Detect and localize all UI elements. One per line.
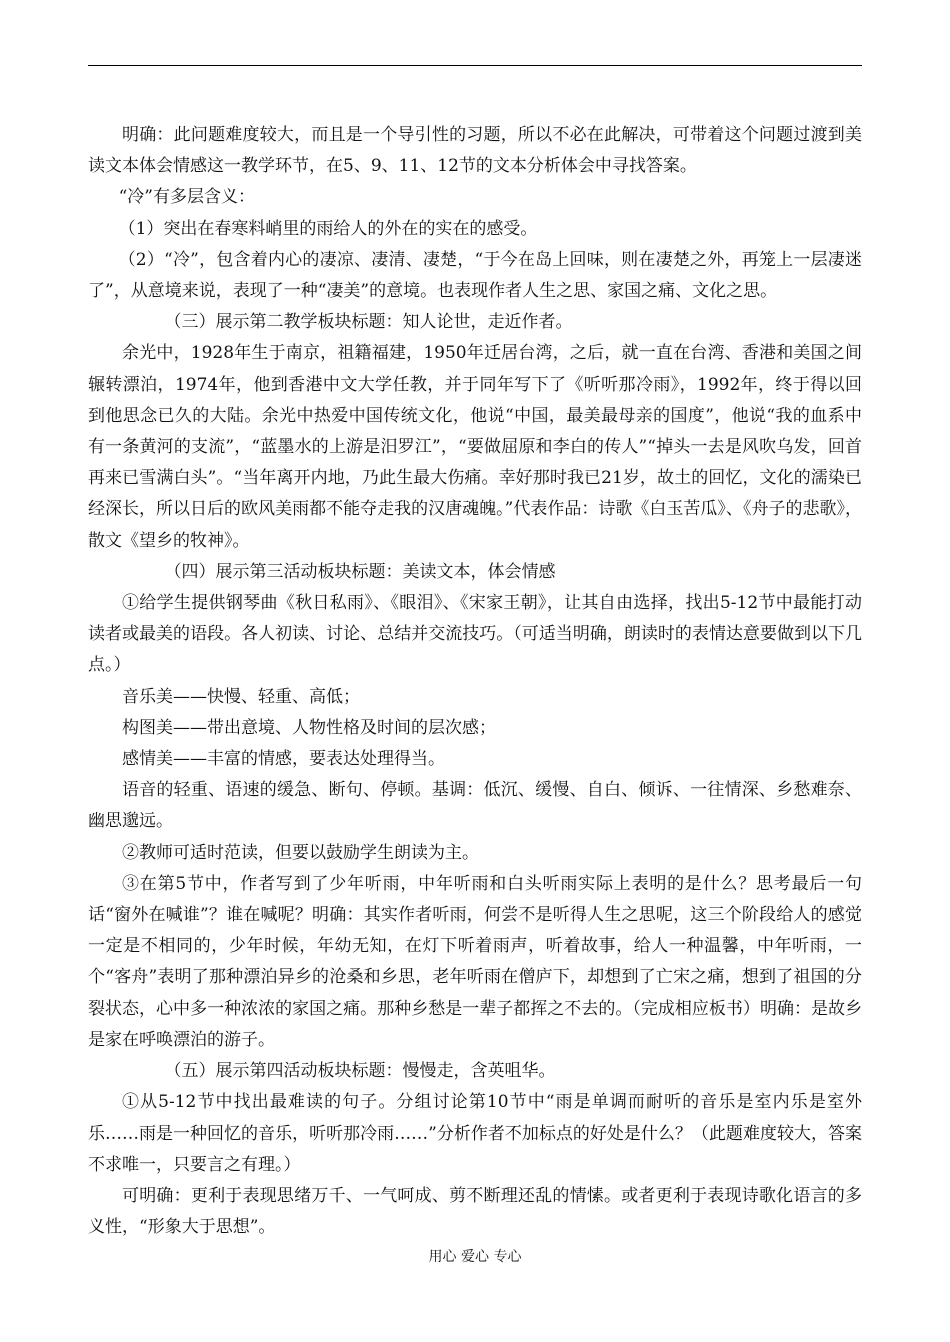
list-item: 感情美——丰富的情感，要表达处理得当。: [122, 749, 445, 770]
list-item: 音乐美——快慢、轻重、高低；: [122, 686, 360, 707]
paragraph: ②教师可适时范读，但要以鼓励学生朗读为主。: [122, 842, 479, 863]
section-heading: （三）展示第二教学板块标题：知人论世，走近作者。: [164, 312, 573, 333]
paragraph: ③在第5节中，作者写到了少年听雨，中年听雨和白头听雨实际上表明的是什么？思考最后一句话“窗外在喊谁”？谁在喊呢？明确：其实作者听雨，何尝不是听得人生之思呢，这三个阶段给人的感觉一定是不相同的，少年时候，年幼无知，在灯下听着雨声，听着故事，给人一种温馨，中年听雨，一个“客舟”表明了那种漂泊异乡的沧桑和乡思，老年听雨在僧庐下，却想到了亡宋之痛，想到了祖国的分裂状态，心中多一种浓浓的家国之痛。那种乡愁是一辈子都挥之不去的。（完成相应板书）明确：是故乡是家在呼唤漂泊的游子。: [88, 873, 862, 1050]
page-footer: 用心 爱心 专心: [428, 1249, 522, 1265]
paragraph: ①给学生提供钢琴曲《秋日私雨》、《眼泪》、《宋家王朝》，让其自由选择，找出5-12节中最能打动读者或最美的语段。各人初读、讨论、总结并交流技巧。（可适当明确，朗读时的表情达意要做到以下几点。）: [88, 593, 862, 676]
paragraph: 可明确：更利于表现思绪万千、一气呵成、剪不断理还乱的情愫。或者更利于表现诗歌化语言的多义性，“形象大于思想”。: [88, 1185, 862, 1238]
paragraph: （2）“冷”，包含着内心的凄凉、凄清、凄楚，“于今在岛上回味，则在凄楚之外，再笼上一层凄迷了”，从意境来说，表现了一种“凄美”的意境。也表现作者人生之思、家国之痛、文化之思。: [88, 249, 862, 302]
section-heading: （四）展示第三活动板块标题：美读文本，体会情感: [164, 561, 556, 582]
header-rule: [88, 65, 862, 66]
section-heading: （五）展示第四活动板块标题：慢慢走，含英咀华。: [164, 1061, 556, 1082]
list-item: 构图美——带出意境、人物性格及时间的层次感；: [122, 717, 496, 738]
paragraph: 明确：此问题难度较大，而且是一个导引性的习题，所以不必在此解决，可带着这个问题过渡到美读文本体会情感这一教学环节，在5、9、11、12节的文本分析体会中寻找答案。: [88, 125, 862, 177]
paragraph: 语音的轻重、语速的缓急、断句、停顿。基调：低沉、缓慢、自白、倾诉、一往情深、乡愁难奈、幽思邈远。: [88, 780, 862, 832]
paragraph: “冷”有多层含义：: [118, 187, 255, 208]
body-text: [88, 120, 862, 1243]
paragraph: ①从5-12节中找出最难读的句子。分组讨论第10节中“雨是单调而耐听的音乐是室内乐是室外乐……雨是一种回忆的音乐，听听那冷雨……”分析作者不加标点的好处是什么？（此题难度较大，答案不求唯一，只要言之有理。）: [88, 1092, 862, 1175]
paragraph: 余光中，1928年生于南京，祖籍福建，1950年迁居台湾，之后，就一直在台湾、香港和美国之间辗转漂泊，1974年，他到香港中文大学任教，并于同年写下了《听听那冷雨》，1992年，终于得以回到他思念已久的大陆。余光中热爱中国传统文化，他说“中国，最美最母亲的国度”，他说“我的血系中有一条黄河的支流”，“蓝墨水的上游是汨罗江”，“要做屈原和李白的传人”“掉头一去是风吹乌发，回首再来已雪满白头”。“当年离开内地，乃此生最大伤痛。幸好那时我已21岁，故土的回忆，文化的濡染已经深长，所以日后的欧风美雨都不能夺走我的汉唐魂魄。”代表作品：诗歌《白玉苦瓜》、《舟子的悲歌》，散文《望乡的牧神》。: [88, 343, 862, 551]
paragraph: （1）突出在春寒料峭里的雨给人的外在的实在的感受。: [118, 218, 538, 239]
